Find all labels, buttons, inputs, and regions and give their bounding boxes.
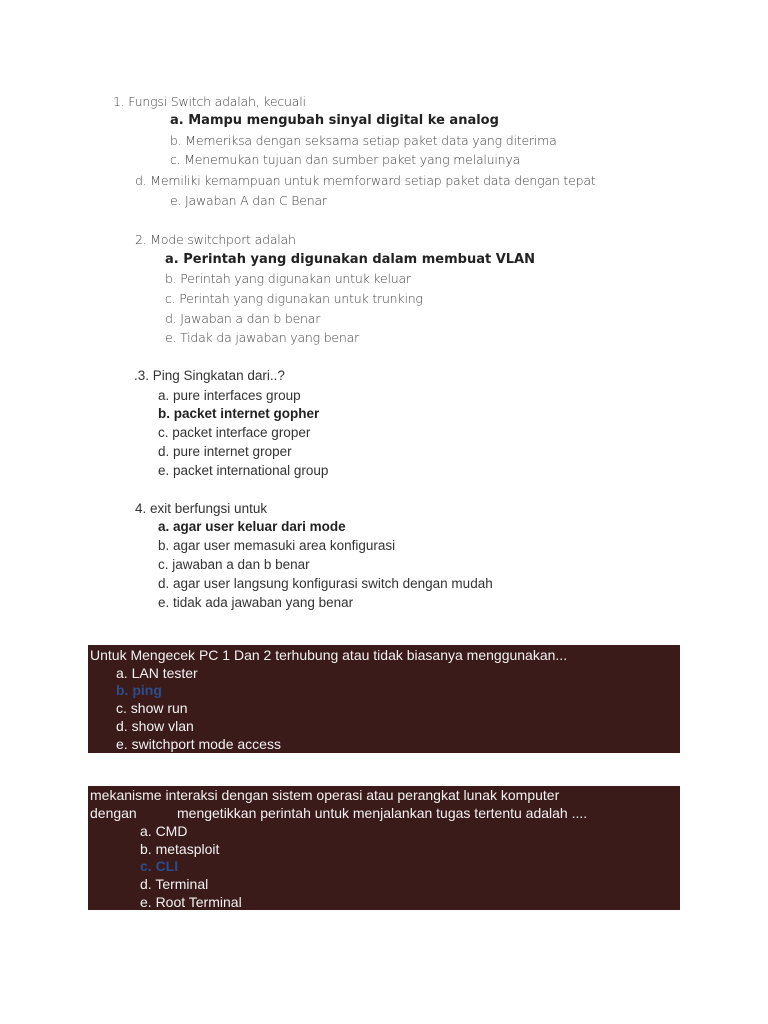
q3-question: .3. Ping Singkatan dari..? [134, 368, 285, 383]
q3-option-e: e. packet international group [158, 463, 329, 478]
q6-option-e: e. Root Terminal [140, 894, 242, 910]
q6-option-b: b. metasploit [140, 841, 220, 857]
q5-option-e: e. switchport mode access [116, 736, 281, 752]
q2-option-a: a. Perintah yang digunakan dalam membuat VLAN [165, 252, 535, 267]
q3-option-c: c. packet interface groper [158, 425, 311, 440]
q1-option-d: d. Memiliki kemampuan untuk memforward setiap paket data dengan tepat [135, 173, 596, 188]
q6-option-c: c. CLI [140, 858, 179, 874]
q3-option-b: b. packet internet gopher [158, 406, 320, 421]
q4-option-b: b. agar user memasuki area konfigurasi [158, 538, 396, 553]
q6-question-line2-start: dengan [90, 805, 137, 821]
q2-option-c: c. Perintah yang digunakan untuk trunking [165, 291, 423, 306]
q2-question: 2. Mode switchport adalah [135, 232, 296, 247]
q2-option-d: d. Jawaban a dan b benar [165, 311, 321, 326]
q5-option-c: c. show run [116, 700, 188, 716]
q5-option-a: a. LAN tester [116, 665, 198, 681]
q6-option-a: a. CMD [140, 823, 188, 839]
q5-question: Untuk Mengecek PC 1 Dan 2 terhubung atau tidak biasanya menggunakan... [90, 647, 568, 663]
q1-option-c: c. Menemukan tujuan dan sumber paket yang melaluinya [170, 152, 521, 167]
q5-option-b: b. ping [116, 682, 162, 698]
q6-question-line2-end: mengetikkan perintah untuk menjalankan tugas tertentu adalah .... [177, 805, 588, 821]
q6-box [88, 786, 680, 910]
q4-option-e: e. tidak ada jawaban yang benar [158, 595, 354, 610]
q1-question: 1. Fungsi Switch adalah, kecuali [113, 94, 306, 109]
q4-option-a: a. agar user keluar dari mode [158, 519, 346, 534]
q1-option-a: a. Mampu mengubah sinyal digital ke analog [170, 113, 499, 128]
q6-question-line1: mekanisme interaksi dengan sistem operasi atau perangkat lunak komputer [90, 787, 560, 803]
q2-option-e: e. Tidak da jawaban yang benar [165, 330, 360, 345]
q6-option-d: d. Terminal [140, 876, 209, 892]
q1-option-b: b. Memeriksa dengan seksama setiap paket data yang diterima [170, 133, 557, 148]
q4-question: 4. exit berfungsi untuk [135, 501, 268, 516]
q5-option-d: d. show vlan [116, 718, 194, 734]
q4-option-c: c. jawaban a dan b benar [158, 557, 310, 572]
q3-option-a: a. pure interfaces group [158, 388, 301, 403]
q4-option-d: d. agar user langsung konfigurasi switch dengan mudah [158, 576, 493, 591]
q5-box [88, 645, 680, 753]
q1-option-e: e. Jawaban A dan C Benar [170, 193, 327, 208]
q3-option-d: d. pure internet groper [158, 444, 292, 459]
q2-option-b: b. Perintah yang digunakan untuk keluar [165, 271, 411, 286]
